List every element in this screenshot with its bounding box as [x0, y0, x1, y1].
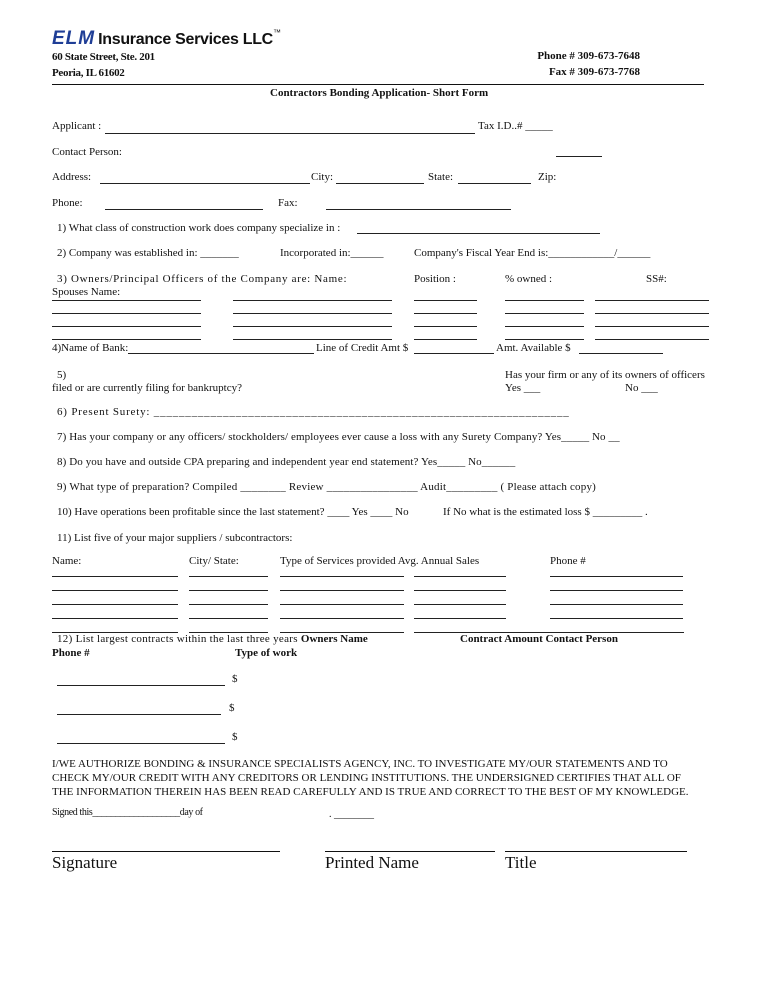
supplier-name-2[interactable] [52, 590, 178, 591]
bank-name-label: 4)Name of Bank: [52, 342, 129, 354]
supplier-name-header: Name: [52, 555, 82, 567]
contract-line-1[interactable] [57, 685, 225, 686]
signature-label: Signature [52, 853, 118, 872]
ss-3[interactable] [595, 326, 709, 327]
printed-name-label: Printed Name [325, 853, 419, 872]
question-8: 8) Do you have and outside CPA preparing and independent year end statement? Yes_____ No______ [57, 456, 516, 468]
contract-phone-header: Phone # [52, 647, 90, 659]
supplier-city-header: City/ State: [189, 555, 239, 567]
ss-label: SS#: [646, 273, 667, 285]
supplier-sales-1[interactable] [414, 576, 506, 577]
title-label: Title [505, 853, 537, 872]
phone-input[interactable] [105, 209, 263, 210]
question-2-established: 2) Company was established in: _______ [57, 247, 239, 259]
amount-available-input[interactable] [579, 353, 663, 354]
logo-elm-text: ELM [52, 28, 96, 49]
applicant-label: Applicant : [52, 120, 102, 132]
logo-tm: ™ [272, 28, 281, 37]
supplier-type-4[interactable] [280, 618, 404, 619]
ss-1[interactable] [595, 300, 709, 301]
ss-2[interactable] [595, 313, 709, 314]
header-divider [52, 84, 704, 85]
authorization-line-3: THE INFORMATION THEREIN HAS BEEN READ CAREFULLY AND IS TRUE AND CORRECT TO THE BEST OF MY KNOWLEDGE. [52, 786, 689, 798]
contact-person-label: Contact Person: [52, 146, 122, 158]
owner-name-2[interactable] [52, 313, 201, 314]
printed-name-line[interactable] [325, 851, 495, 852]
question-1-input[interactable] [357, 233, 600, 234]
owner-name-3[interactable] [52, 326, 201, 327]
fax-input[interactable] [326, 209, 511, 210]
contract-line-2[interactable] [57, 714, 221, 715]
address-input[interactable] [100, 183, 310, 184]
amount-available-label: Amt. Available $ [496, 342, 571, 354]
company-phone: Phone # 309-673-7648 [537, 50, 640, 62]
question-10: 10) Have operations been profitable since the last statement? ____ Yes ____ No [57, 506, 409, 518]
state-label: State: [428, 171, 454, 183]
applicant-input[interactable] [105, 133, 475, 134]
contract-line-3[interactable] [57, 743, 225, 744]
question-11: 11) List five of your major suppliers / subcontractors: [57, 532, 293, 544]
supplier-sales-3[interactable] [414, 604, 506, 605]
spouse-name-2[interactable] [233, 313, 392, 314]
position-1[interactable] [414, 300, 477, 301]
supplier-phone-header: Phone # [550, 555, 586, 567]
bank-name-input[interactable] [128, 353, 314, 354]
position-label: Position : [414, 273, 456, 285]
company-fax: Fax # 309-673-7768 [548, 66, 640, 78]
position-2[interactable] [414, 313, 477, 314]
supplier-city-2[interactable] [189, 590, 268, 591]
question-12 [57, 633, 368, 645]
address-label: Address: [52, 171, 92, 183]
question-3: 3) Owners/Principal Officers of the Company are: Name: [57, 273, 348, 285]
position-3[interactable] [414, 326, 477, 327]
ss-4[interactable] [595, 339, 709, 340]
tax-id-label: Tax I.D..# _____ [478, 120, 553, 132]
supplier-city-3[interactable] [189, 604, 268, 605]
supplier-phone-1[interactable] [550, 576, 683, 577]
question-5-text: filed or are currently filing for bankruptcy? [52, 382, 242, 394]
line-of-credit-label: Line of Credit Amt $ [316, 342, 409, 354]
owners-name-header: Owners Name [300, 633, 368, 645]
logo-rest-text: Insurance Services LLC [98, 31, 273, 48]
question-2-incorporated: Incorporated in:______ [280, 247, 384, 259]
signature-line[interactable] [52, 851, 280, 852]
supplier-name-1[interactable] [52, 576, 178, 577]
company-address-line2: Peoria, IL 61602 [52, 67, 125, 79]
owned-3[interactable] [505, 326, 584, 327]
supplier-type-2[interactable] [280, 590, 404, 591]
supplier-city-1[interactable] [189, 576, 268, 577]
question-10-loss: If No what is the estimated loss $ _________ . [443, 506, 648, 518]
type-of-work-header: Type of work [235, 647, 298, 659]
question-7: 7) Has your company or any officers/ stockholders/ employees ever cause a loss with any Surety Company? Yes_____ No __ [57, 431, 620, 443]
spouse-name-3[interactable] [233, 326, 392, 327]
owned-1[interactable] [505, 300, 584, 301]
percent-owned-label: % owned : [505, 273, 553, 285]
title-line[interactable] [505, 851, 687, 852]
position-4[interactable] [414, 339, 477, 340]
question-2-fiscal-year: Company's Fiscal Year End is:____________/______ [414, 247, 651, 259]
phone-label: Phone: [52, 197, 83, 209]
supplier-type-3[interactable] [280, 604, 404, 605]
supplier-name-4[interactable] [52, 618, 178, 619]
contract-dollar-1: $ [232, 673, 238, 685]
owner-name-4[interactable] [52, 339, 201, 340]
question-6: 6) Present Surety: __________________________________________________________________ [57, 406, 570, 418]
supplier-sales-4[interactable] [414, 618, 506, 619]
city-label: City: [311, 171, 334, 183]
contract-dollar-3: $ [232, 731, 238, 743]
line-of-credit-input[interactable] [414, 353, 494, 354]
authorization-line-2: CHECK MY/OUR CREDIT WITH ANY CREDITORS OR LENDING INSTITUTIONS. THE UNDERSIGNED CERTIFIES THAT ALL OF [52, 772, 681, 784]
signed-this-label: Signed this___________________day of [52, 807, 203, 818]
spouse-name-4[interactable] [233, 339, 392, 340]
spouse-name-1[interactable] [233, 300, 392, 301]
owner-name-1[interactable] [52, 300, 201, 301]
question-5-number: 5) [57, 369, 67, 381]
supplier-name-3[interactable] [52, 604, 178, 605]
contact-person-input[interactable] [556, 156, 602, 157]
city-input[interactable] [336, 183, 424, 184]
supplier-sales-2[interactable] [414, 590, 506, 591]
fax-label: Fax: [278, 197, 298, 209]
supplier-type-header: Type of Services provided Avg. Annual Sales [280, 555, 480, 567]
question-5-no[interactable]: No ___ [625, 382, 658, 394]
supplier-phone-2[interactable] [550, 590, 683, 591]
question-5-yes[interactable]: Yes ___ [505, 382, 541, 394]
owned-2[interactable] [505, 313, 584, 314]
contract-amount-header: Contract Amount Contact Person [460, 633, 618, 645]
zip-label: Zip: [538, 171, 557, 183]
company-logo [52, 28, 281, 50]
question-1: 1) What class of construction work does company specialize in : [57, 222, 341, 234]
question-5-right: Has your firm or any of its owners of officers [505, 369, 705, 381]
company-address-line1: 60 State Street, Ste. 201 [52, 51, 155, 63]
supplier-city-4[interactable] [189, 618, 268, 619]
supplier-phone-4[interactable] [550, 618, 683, 619]
question-9: 9) What type of preparation? Compiled ________ Review ________________ Audit_________ ( Please attach copy) [57, 481, 597, 493]
supplier-phone-3[interactable] [550, 604, 683, 605]
state-input[interactable] [458, 183, 531, 184]
owned-4[interactable] [505, 339, 584, 340]
form-title: Contractors Bonding Application- Short Form [270, 87, 489, 99]
spouses-name-label: Spouses Name: [52, 286, 121, 298]
question-12-text: 12) List largest contracts within the last three years [57, 633, 298, 645]
signed-year[interactable]: . ________ [329, 809, 374, 820]
authorization-line-1: I/WE AUTHORIZE BONDING & INSURANCE SPECIALISTS AGENCY, INC. TO INVESTIGATE MY/OUR STATEMENTS AND TO [52, 758, 668, 770]
contract-dollar-2: $ [229, 702, 235, 714]
supplier-type-1[interactable] [280, 576, 404, 577]
